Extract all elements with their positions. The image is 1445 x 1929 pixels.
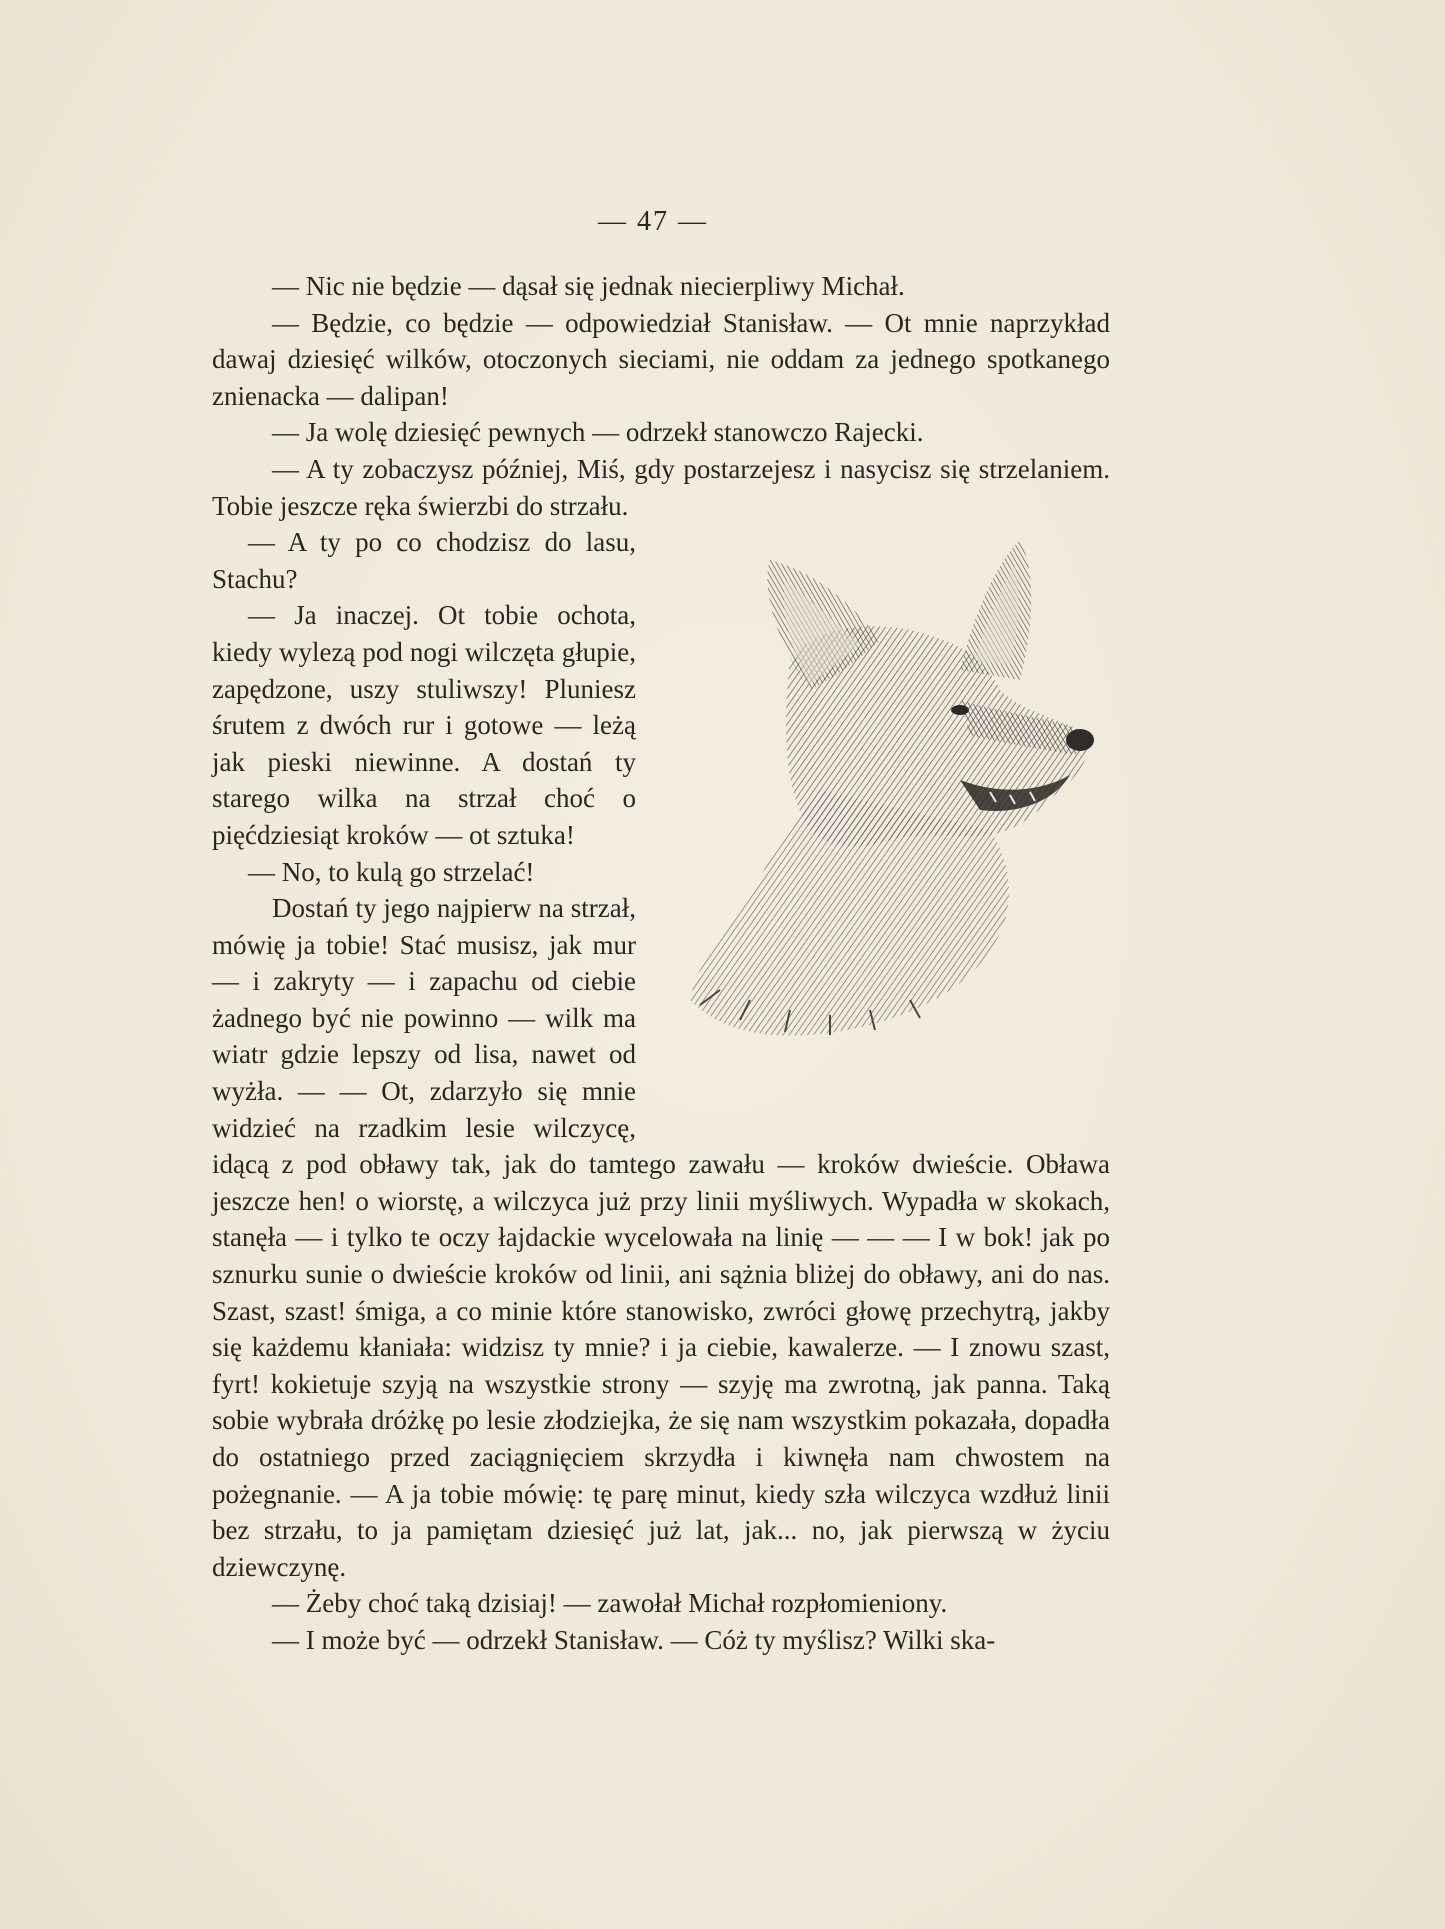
paragraph-4: — A ty zobaczysz później, Miś, gdy postarzejesz i nasycisz się strzelaniem. Tobie jeszcze ręka świerzbi do strzału. xyxy=(212,453,1110,521)
paragraph-6: — Ja inaczej. Ot tobie ochota, kiedy wylezą pod nogi wilczęta głupie, zapędzone, uszy stuliwszy! Pluniesz śrutem z dwóch rur i gotowe — leżą jak pieski niewinne. A dostań ty starego wilka na strzał choć o pięćdziesiąt kroków — ot sztuka! xyxy=(212,600,636,850)
wolf-head-illustration xyxy=(660,524,1110,1112)
paragraph-7: — No, to kulą go strzelać! xyxy=(248,856,535,887)
body-text xyxy=(212,268,1110,1659)
paragraph-10: — I może być — odrzekł Stanisław. — Cóż ty myślisz? Wilki ska- xyxy=(272,1624,996,1655)
paragraph-2: — Będzie, co będzie — odpowiedział Stanisław. — Ot mnie naprzykład dawaj dziesięć wilków, otoczonych sieciami, nie oddam za jednego spotkanego znienacka — dalipan! xyxy=(212,307,1110,411)
paragraph-9: — Żeby choć taką dzisiaj! — zawołał Michał rozpłomieniony. xyxy=(272,1588,948,1619)
paragraph-8: Dostań ty jego najpierw na strzał, mówię ja tobie! Stać musisz, jak mur — i zakryty — i zapachu od ciebie żadnego być nie powinno — wilk ma wiatr gdzie lepszy od lisa, nawet od wyżła. — — Ot, zdarzyło się mnie widzieć na rzadkim lesie wilczycę, idącą z pod obławy tak, jak do tamtego zawału — kroków dwieście. Obława jeszcze hen! o wiorstę, a wilczyca już przy linii myśliwych. Wypadła w skokach, stanęła — i tylko te oczy łajdackie wycelowała na linię — — — I w bok! jak po sznurku sunie o dwieście kroków od linii, ani sążnia bliżej do obławy, ani do nas. Szast, szast! śmiga, a co minie które stanowisko, zwróci głowę przechytrą, jakby się każdemu kłaniała: widzisz ty mnie? i ja ciebie, kawalerze. — I znowu szast, fyrt! kokietuje szyją na wszystkie strony — szyję ma zwrotną, jak panna. Taką sobie wybrała dróżkę po lesie złodziejka, że się nam wszystkim pokazała, dopadła do ostatniego przed zaciągnięciem skrzydła i kiwnęła nam chwostem na pożegnanie. — A ja tobie mówię: tę parę minut, kiedy szła wilczyca wzdłuż linii bez strzału, to ja pamiętam dziesięć już lat, jak... no, jak pierwszą w życiu dziewczynę. xyxy=(212,893,1110,1582)
page-number: — 47 — xyxy=(598,206,708,237)
paragraph-1: — Nic nie będzie — dąsał się jednak niecierpliwy Michał. xyxy=(272,271,905,301)
paragraph-3: — Ja wolę dziesięć pewnych — odrzekł stanowczo Rajecki. xyxy=(272,417,924,448)
wolf-head-icon xyxy=(660,530,1110,1070)
paragraph-5: — A ty po co chodzisz do lasu, Stachu? xyxy=(212,527,636,594)
